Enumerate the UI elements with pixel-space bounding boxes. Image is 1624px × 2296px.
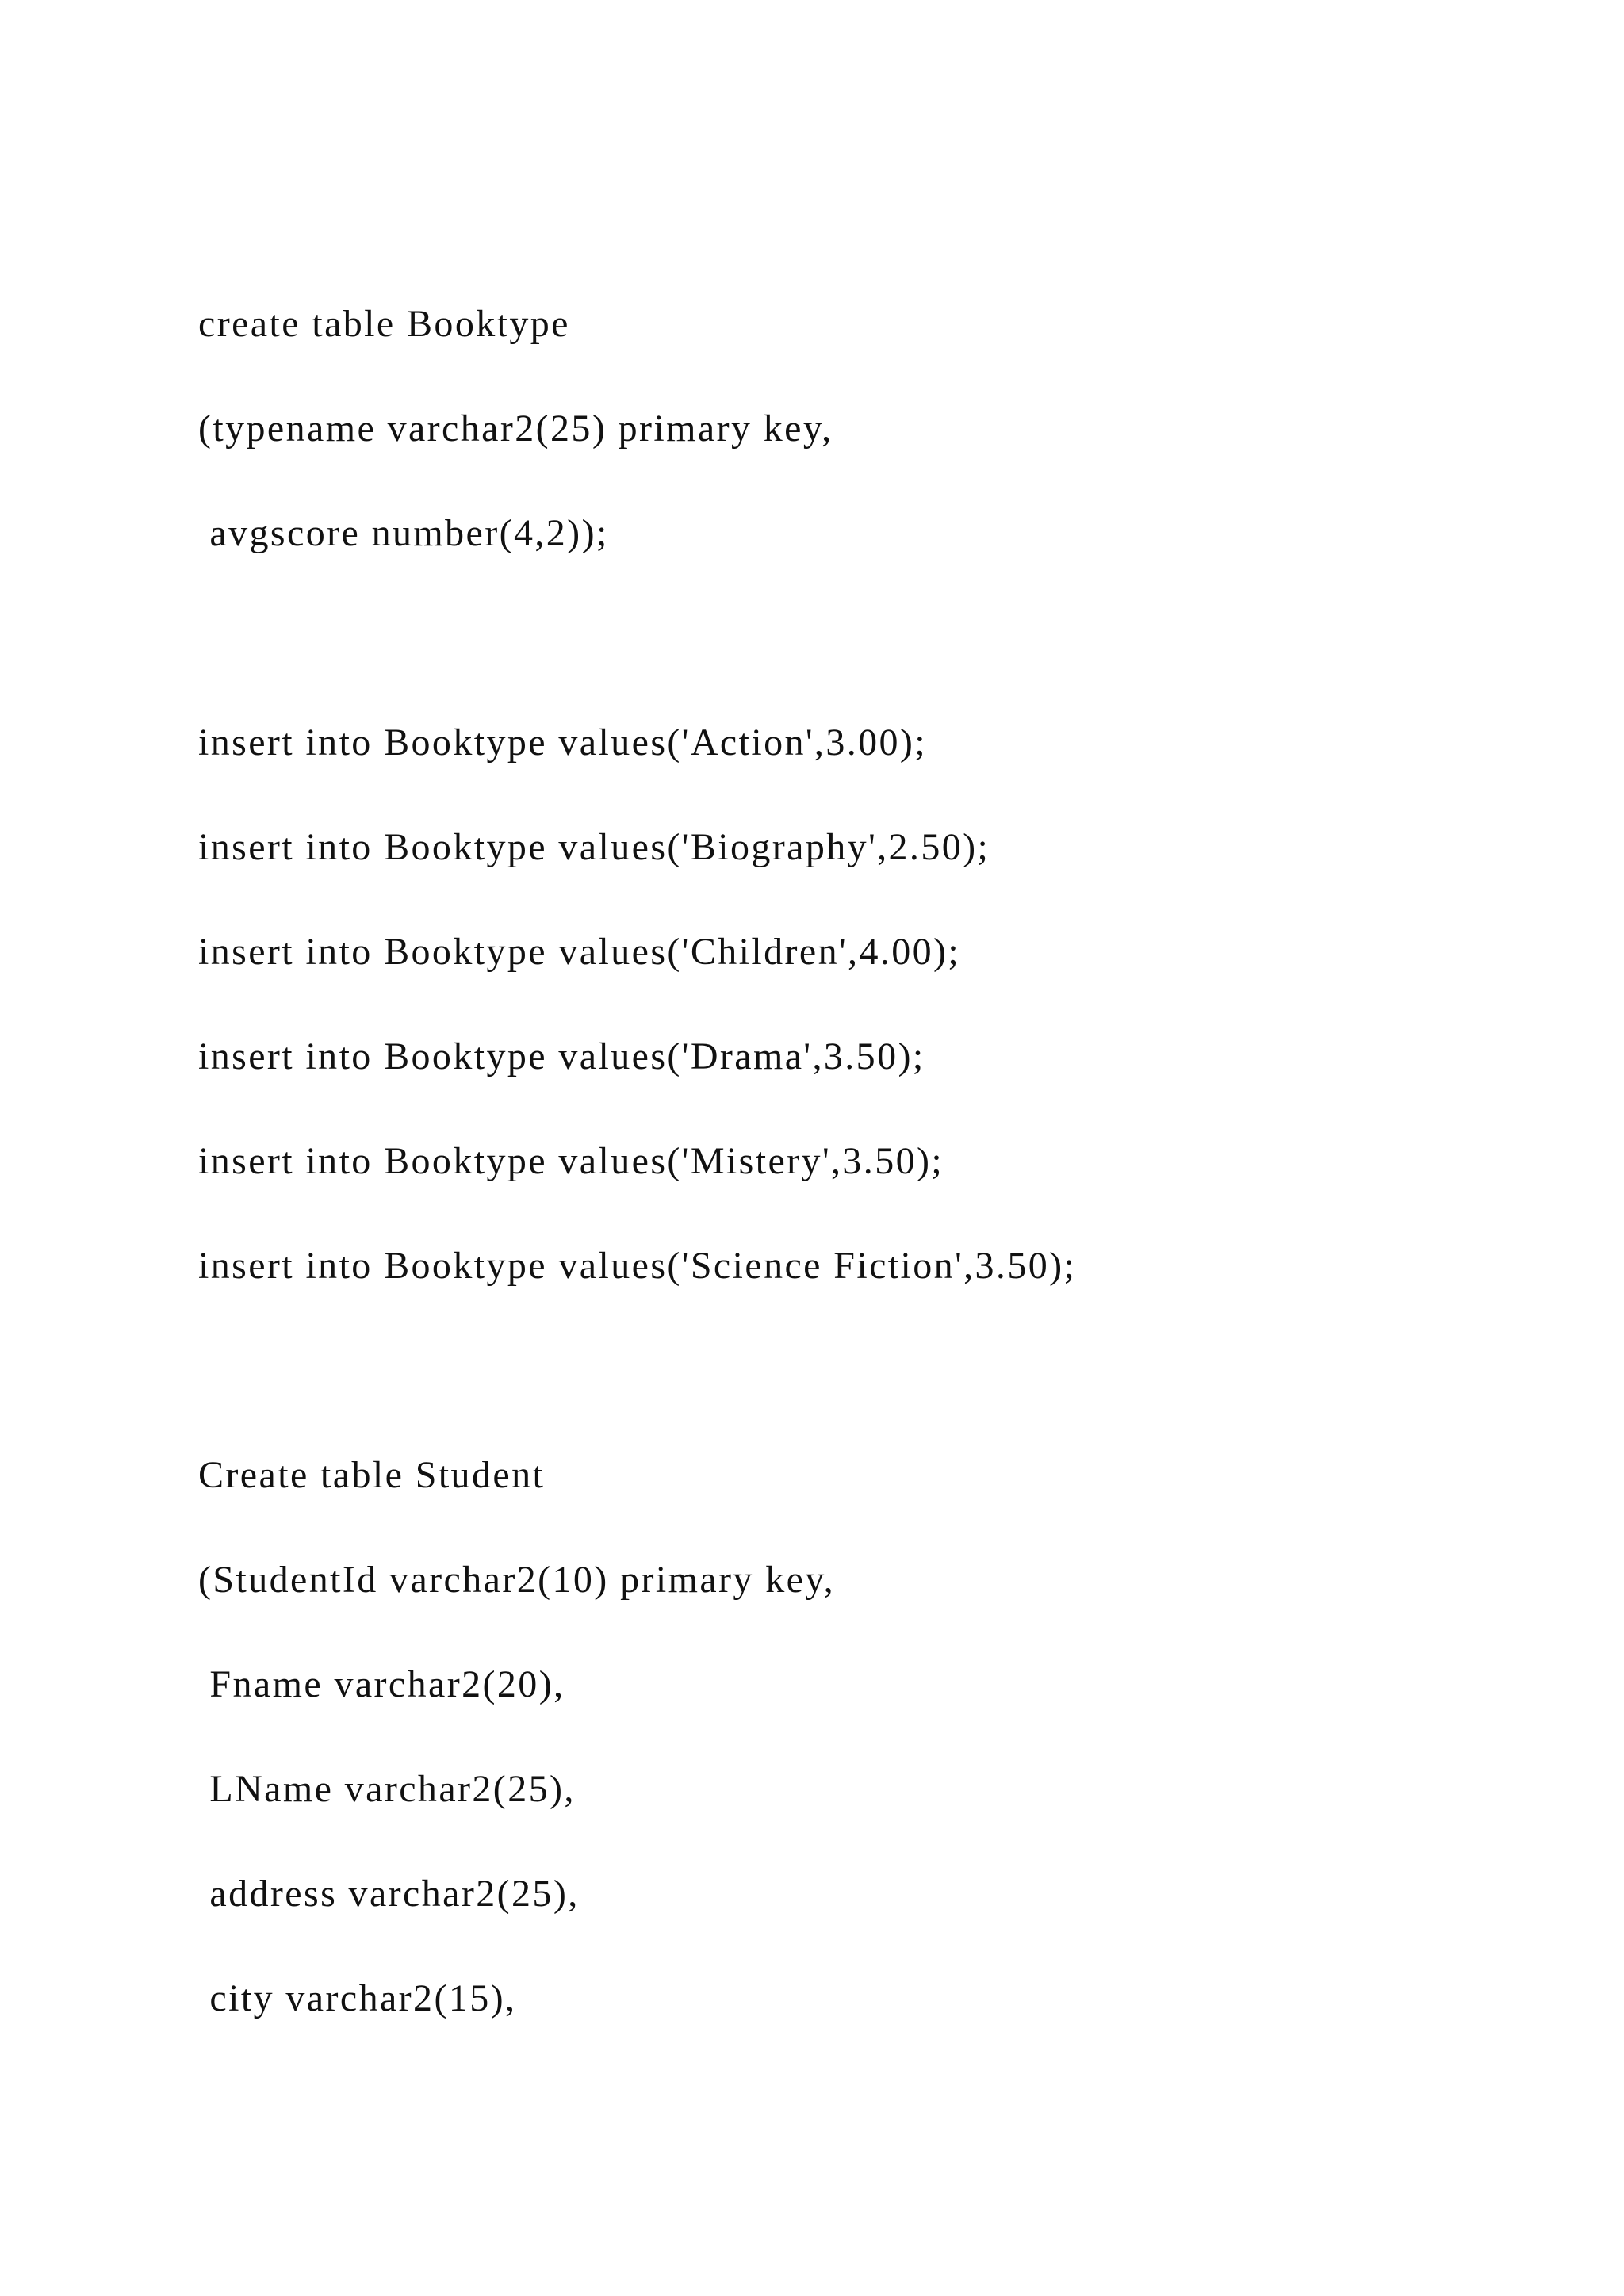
code-line: avgscore number(4,2)); — [198, 512, 609, 554]
code-line: insert into Booktype values('Biography',2.50); — [198, 826, 990, 868]
code-line: (typename varchar2(25) primary key, — [198, 408, 833, 450]
code-line: address varchar2(25), — [198, 1873, 580, 1915]
code-line: insert into Booktype values('Drama',3.50); — [198, 1035, 925, 1077]
code-line: insert into Booktype values('Children',4.00); — [198, 931, 961, 973]
code-line: insert into Booktype values('Mistery',3.50); — [198, 1140, 944, 1182]
code-line: LName varchar2(25), — [198, 1768, 576, 1810]
code-line: city varchar2(15), — [198, 1977, 517, 2019]
code-line: insert into Booktype values('Action',3.00); — [198, 721, 928, 763]
code-line: create table Booktype — [198, 303, 570, 345]
code-line: Create table Student — [198, 1454, 546, 1496]
code-line: (StudentId varchar2(10) primary key, — [198, 1559, 836, 1601]
code-line: insert into Booktype values('Science Fiction',3.50); — [198, 1245, 1077, 1287]
code-line: Fname varchar2(20), — [198, 1663, 565, 1705]
